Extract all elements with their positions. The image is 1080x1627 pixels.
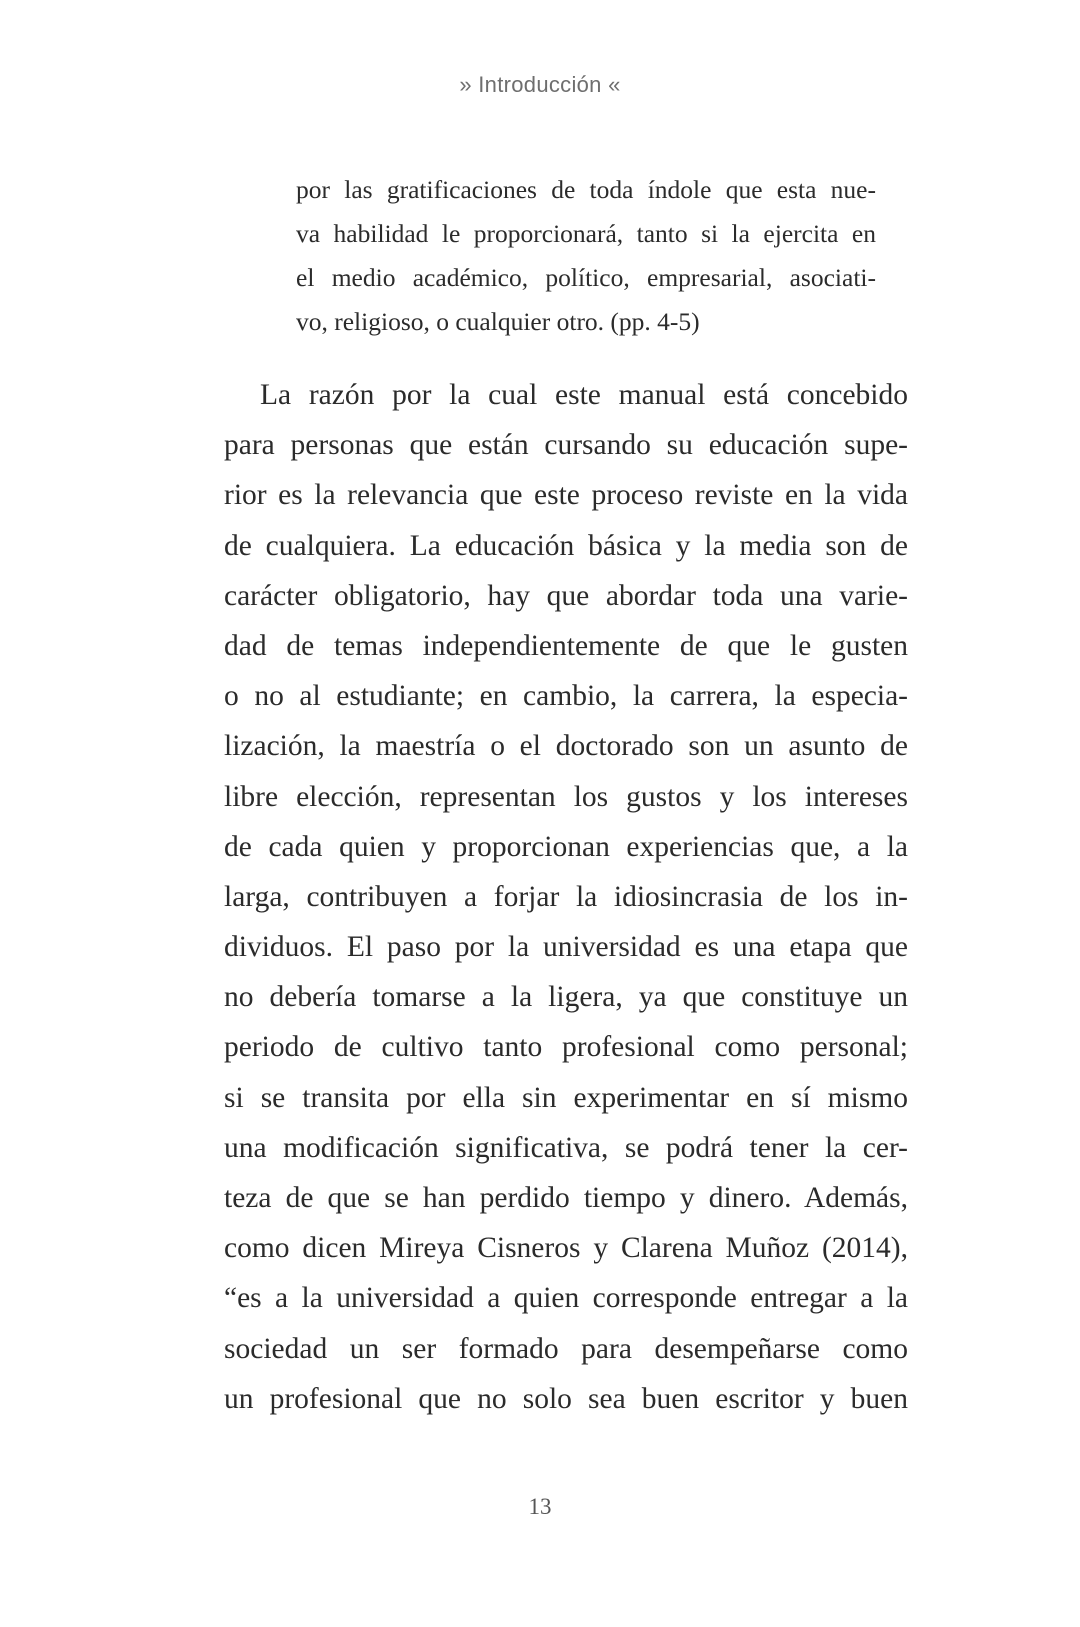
body-line: periodo de cultivo tanto profesional como personal; xyxy=(224,1031,908,1064)
body-line: teza de que se han perdido tiempo y dinero. Además, xyxy=(224,1182,908,1214)
body-line: un profesional que no solo sea buen escritor y buen xyxy=(224,1382,908,1415)
body-line: lización, la maestría o el doctorado son un asunto de xyxy=(224,730,908,763)
body-line: no debería tomarse a la ligera, ya que constituye un xyxy=(224,981,908,1014)
body-line: libre elección, representan los gustos y los intereses xyxy=(224,780,908,813)
body-line: sociedad un ser formado para desempeñarse como xyxy=(224,1332,908,1365)
body-line: rior es la relevancia que este proceso reviste en la vida xyxy=(224,479,908,512)
body-line: larga, contribuyen a forjar la idiosincrasia de los in- xyxy=(224,880,908,913)
body-line: “es a la universidad a quien corresponde entregar a la xyxy=(224,1282,908,1315)
body-line: como dicen Mireya Cisneros y Clarena Muñoz (2014), xyxy=(224,1232,908,1265)
body-line: dividuos. El paso por la universidad es una etapa que xyxy=(224,931,908,964)
block-quote xyxy=(296,168,876,344)
quote-line: el medio académico, político, empresarial, asociati- xyxy=(296,263,876,292)
quote-line: va habilidad le proporcionará, tanto si la ejercita en xyxy=(296,219,876,248)
page-number: 13 xyxy=(528,1494,552,1519)
body-line: de cada quien y proporcionan experiencias que, a la xyxy=(224,830,908,863)
body-line: dad de temas independientemente de que le gusten xyxy=(224,629,908,662)
body-line: o no al estudiante; en cambio, la carrera, la especia- xyxy=(224,680,908,713)
body-line: carácter obligatorio, hay que abordar toda una varie- xyxy=(224,579,908,612)
body-line: si se transita por ella sin experimentar en sí mismo xyxy=(224,1081,908,1114)
quote-line: por las gratificaciones de toda índole que esta nue- xyxy=(296,175,876,204)
quote-line: vo, religioso, o cualquier otro. (pp. 4-5) xyxy=(296,307,700,336)
body-paragraph xyxy=(224,370,908,1424)
body-line: La razón por la cual este manual está concebido xyxy=(260,379,908,411)
body-line: una modificación significativa, se podrá tener la cer- xyxy=(224,1131,908,1164)
body-line: de cualquiera. La educación básica y la media son de xyxy=(224,529,908,562)
running-head: » Introducción « xyxy=(459,72,621,97)
body-line: para personas que están cursando su educación supe- xyxy=(224,429,908,462)
